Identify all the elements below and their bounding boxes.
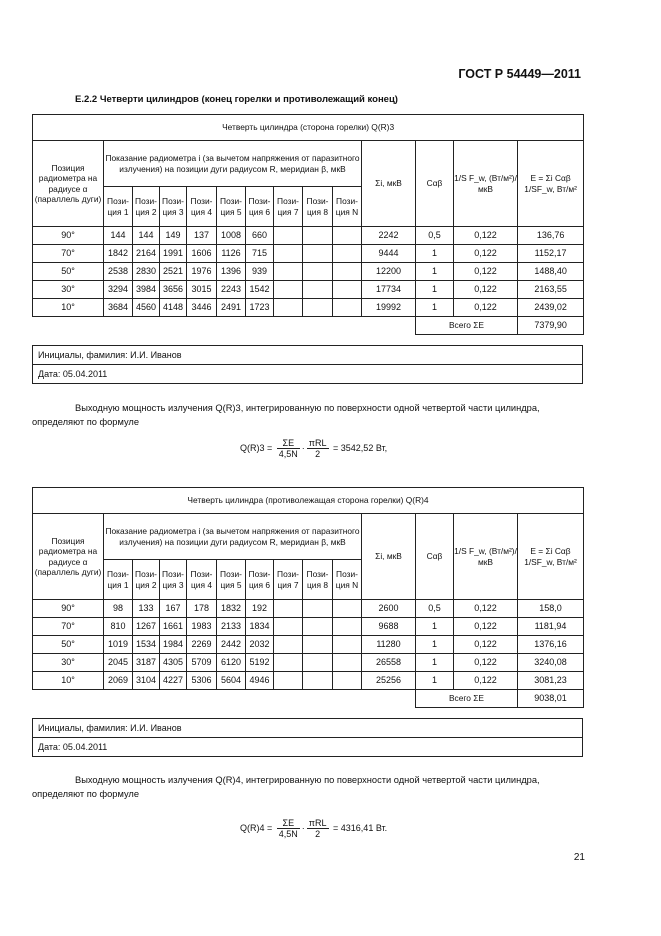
- formula-den-2: 2: [315, 829, 321, 839]
- reading-cell: 1606: [187, 245, 217, 263]
- reading-cell: 1396: [217, 263, 246, 281]
- table-row: [33, 245, 584, 263]
- reading-cell: 4560: [133, 299, 160, 317]
- reading-cell: 192: [246, 600, 274, 618]
- reading-cell: [274, 263, 303, 281]
- reading-cell: 3015: [187, 281, 217, 299]
- e-cell: 1181,94: [518, 618, 584, 636]
- e-header: E = Σi Cαβ 1/SF_w, Вт/м²: [518, 514, 584, 600]
- col-header: Пози-ция 1: [104, 560, 133, 600]
- reading-cell: [303, 672, 333, 690]
- reading-cell: [303, 600, 333, 618]
- reading-cell: 4227: [160, 672, 187, 690]
- row-position: 90°: [33, 600, 104, 618]
- reading-cell: [274, 672, 303, 690]
- reading-cell: 2243: [217, 281, 246, 299]
- reading-cell: [274, 281, 303, 299]
- sum-cell: 19992: [362, 299, 416, 317]
- ca-cell: 1: [416, 636, 454, 654]
- col-header: Пози-ция 4: [187, 560, 217, 600]
- reading-cell: 2045: [104, 654, 133, 672]
- reading-cell: 715: [246, 245, 274, 263]
- sf-header: 1/S F_w, (Вт/м²)/мкВ: [454, 514, 518, 600]
- reading-cell: 4148: [160, 299, 187, 317]
- paragraph-2: Выходную мощность излучения Q(R)4, интегрированную по поверхности одной четвертой части цилиндра, определяют по формуле: [32, 775, 540, 799]
- section-title: Е.2.2 Четверти цилиндров (конец горелки и противолежащий конец): [75, 94, 398, 105]
- sf-header: 1/S F_w, (Вт/м²)/мкВ: [454, 141, 518, 227]
- formula-1: Q(R)3 = $\frac{\Sigma E}{4,5N}$ · $\frac{\text{πRL}}{2}$ = 3542,52 Вт,: [240, 438, 388, 459]
- sf-cell: 0,122: [454, 672, 518, 690]
- reading-cell: 3104: [133, 672, 160, 690]
- ca-cell: 1: [416, 672, 454, 690]
- row-position: 30°: [33, 654, 104, 672]
- formula-result: = 3542,52 Вт,: [333, 442, 388, 453]
- reading-cell: 2032: [246, 636, 274, 654]
- sf-cell: 0,122: [454, 299, 518, 317]
- reading-header: Показание радиометра i (за вычетом напряжения от паразитного излучения) на позиции дуги радиусом R, меридиан β, мкВ: [104, 141, 362, 187]
- reading-cell: [274, 618, 303, 636]
- e-cell: 158,0: [518, 600, 584, 618]
- total-label: Всего ΣE: [416, 690, 518, 708]
- reading-cell: 2538: [104, 263, 133, 281]
- reading-cell: [303, 654, 333, 672]
- reading-cell: 5192: [246, 654, 274, 672]
- table-row: [33, 227, 584, 245]
- reading-cell: [274, 636, 303, 654]
- reading-cell: 178: [187, 600, 217, 618]
- reading-cell: 1984: [160, 636, 187, 654]
- sum-cell: 2600: [362, 600, 416, 618]
- reading-cell: [274, 245, 303, 263]
- reading-cell: [274, 600, 303, 618]
- formula-num-2: πRL: [308, 438, 327, 448]
- col-header: Пози-ция N: [333, 560, 362, 600]
- formula-2: Q(R)4 = $\frac{\Sigma E}{4,5N}$ · $\frac{\text{πRL}}{2}$ = 4316,41 Вт.: [240, 818, 388, 839]
- reading-cell: 1542: [246, 281, 274, 299]
- reading-cell: 1019: [104, 636, 133, 654]
- sum-header: Σi, мкВ: [362, 514, 416, 600]
- reading-cell: [333, 245, 362, 263]
- formula-lhs: Q(R)3 =: [240, 442, 273, 453]
- total-value: 7379,90: [518, 317, 584, 335]
- position-header: Позиция радиометра на радиусе α (параллель дуги): [33, 141, 104, 227]
- reading-cell: 3446: [187, 299, 217, 317]
- page-number: 21: [573, 852, 585, 863]
- reading-cell: [333, 618, 362, 636]
- table-row: [33, 618, 584, 636]
- ca-header: Cαβ: [416, 141, 454, 227]
- formula-den-2: 2: [315, 449, 321, 459]
- sf-cell: 0,122: [454, 600, 518, 618]
- row-position: 10°: [33, 299, 104, 317]
- reading-cell: 4946: [246, 672, 274, 690]
- row-position: 70°: [33, 245, 104, 263]
- reading-cell: [333, 654, 362, 672]
- row-position: 50°: [33, 263, 104, 281]
- sf-cell: 0,122: [454, 281, 518, 299]
- reading-cell: [303, 281, 333, 299]
- sf-cell: 0,122: [454, 245, 518, 263]
- reading-cell: [274, 299, 303, 317]
- reading-cell: 1832: [217, 600, 246, 618]
- reading-cell: 1126: [217, 245, 246, 263]
- reading-cell: [274, 227, 303, 245]
- reading-cell: 1723: [246, 299, 274, 317]
- reading-cell: 4305: [160, 654, 187, 672]
- date: Дата: 05.04.2011: [33, 365, 583, 384]
- reading-cell: 1842: [104, 245, 133, 263]
- reading-cell: 5709: [187, 654, 217, 672]
- reading-cell: 3656: [160, 281, 187, 299]
- formula-num: ΣE: [277, 818, 300, 829]
- col-header: Пози-ция 1: [104, 187, 133, 227]
- col-header: Пози-ция 5: [217, 560, 246, 600]
- col-header: Пози-ция 7: [274, 560, 303, 600]
- formula-num: ΣE: [277, 438, 300, 449]
- e-cell: 3081,23: [518, 672, 584, 690]
- reading-cell: 1661: [160, 618, 187, 636]
- ca-cell: 1: [416, 281, 454, 299]
- e-cell: 136,76: [518, 227, 584, 245]
- sum-header: Σi, мкВ: [362, 141, 416, 227]
- row-position: 70°: [33, 618, 104, 636]
- reading-cell: 167: [160, 600, 187, 618]
- reading-cell: [333, 672, 362, 690]
- e-header: E = Σi Cαβ 1/SF_w, Вт/м²: [518, 141, 584, 227]
- e-cell: 2163,55: [518, 281, 584, 299]
- reading-cell: 144: [104, 227, 133, 245]
- reading-cell: [333, 636, 362, 654]
- reading-cell: [303, 618, 333, 636]
- reading-cell: 3984: [133, 281, 160, 299]
- col-header: Пози-ция 8: [303, 187, 333, 227]
- sum-cell: 25256: [362, 672, 416, 690]
- table-row: [33, 636, 584, 654]
- reading-cell: 2491: [217, 299, 246, 317]
- reading-cell: 2164: [133, 245, 160, 263]
- reading-cell: 3187: [133, 654, 160, 672]
- initials: Инициалы, фамилия: И.И. Иванов: [33, 719, 583, 738]
- row-position: 30°: [33, 281, 104, 299]
- sf-cell: 0,122: [454, 263, 518, 281]
- ca-cell: 0,5: [416, 227, 454, 245]
- sum-cell: 12200: [362, 263, 416, 281]
- reading-cell: [333, 227, 362, 245]
- table-burner-side: [32, 114, 584, 335]
- row-position: 90°: [33, 227, 104, 245]
- table-title: Четверть цилиндра (сторона горелки) Q(R)3: [33, 115, 584, 141]
- reading-cell: 1534: [133, 636, 160, 654]
- total-value: 9038,01: [518, 690, 584, 708]
- info-box-1: [32, 345, 583, 384]
- reading-cell: 6120: [217, 654, 246, 672]
- reading-cell: 939: [246, 263, 274, 281]
- reading-cell: 5604: [217, 672, 246, 690]
- reading-cell: 1991: [160, 245, 187, 263]
- col-header: Пози-ция 2: [133, 560, 160, 600]
- reading-cell: [333, 263, 362, 281]
- date: Дата: 05.04.2011: [33, 738, 583, 757]
- sf-cell: 0,122: [454, 618, 518, 636]
- col-header: Пози-ция 5: [217, 187, 246, 227]
- col-header: Пози-ция 4: [187, 187, 217, 227]
- ca-cell: 1: [416, 245, 454, 263]
- reading-cell: 137: [187, 227, 217, 245]
- sf-cell: 0,122: [454, 654, 518, 672]
- reading-cell: [303, 245, 333, 263]
- sf-cell: 0,122: [454, 636, 518, 654]
- col-header: Пози-ция 7: [274, 187, 303, 227]
- reading-cell: 2830: [133, 263, 160, 281]
- total-label: Всего ΣE: [416, 317, 518, 335]
- reading-cell: 5306: [187, 672, 217, 690]
- reading-cell: 2269: [187, 636, 217, 654]
- reading-cell: [303, 299, 333, 317]
- reading-cell: 1834: [246, 618, 274, 636]
- formula-lhs: Q(R)4 =: [240, 822, 273, 833]
- paragraph-1: Выходную мощность излучения Q(R)3, интегрированную по поверхности одной четвертой части цилиндра, определяют по формуле: [32, 403, 540, 427]
- table-row: [33, 281, 584, 299]
- col-header: Пози-ция 8: [303, 560, 333, 600]
- initials: Инициалы, фамилия: И.И. Иванов: [33, 346, 583, 365]
- reading-cell: 1976: [187, 263, 217, 281]
- reading-cell: 3294: [104, 281, 133, 299]
- col-header: Пози-ция 3: [160, 187, 187, 227]
- sum-cell: 17734: [362, 281, 416, 299]
- formula-den: 4,5N: [278, 829, 298, 839]
- ca-cell: 1: [416, 263, 454, 281]
- table-title: Четверть цилиндра (противолежащая сторона горелки) Q(R)4: [33, 488, 584, 514]
- table-row: [33, 600, 584, 618]
- reading-cell: 133: [133, 600, 160, 618]
- reading-cell: 98: [104, 600, 133, 618]
- ca-cell: 1: [416, 618, 454, 636]
- sum-cell: 9444: [362, 245, 416, 263]
- sf-cell: 0,122: [454, 227, 518, 245]
- reading-cell: [303, 227, 333, 245]
- reading-cell: 144: [133, 227, 160, 245]
- reading-cell: [333, 600, 362, 618]
- reading-cell: [303, 636, 333, 654]
- col-header: Пози-ция 2: [133, 187, 160, 227]
- reading-cell: 3684: [104, 299, 133, 317]
- row-position: 10°: [33, 672, 104, 690]
- formula-den: 4,5N: [278, 449, 298, 459]
- reading-cell: [333, 299, 362, 317]
- table-row: [33, 299, 584, 317]
- sum-cell: 26558: [362, 654, 416, 672]
- formula-result: = 4316,41 Вт.: [333, 822, 388, 833]
- reading-cell: 1267: [133, 618, 160, 636]
- sum-cell: 11280: [362, 636, 416, 654]
- ca-cell: 0,5: [416, 600, 454, 618]
- reading-cell: 2133: [217, 618, 246, 636]
- reading-cell: 660: [246, 227, 274, 245]
- col-header: Пози-ция 6: [246, 187, 274, 227]
- reading-header: Показание радиометра i (за вычетом напряжения от паразитного излучения) на позиции дуги радиусом R, меридиан β, мкВ: [104, 514, 362, 560]
- table-row: [33, 654, 584, 672]
- reading-cell: 1008: [217, 227, 246, 245]
- ca-cell: 1: [416, 299, 454, 317]
- sum-cell: 2242: [362, 227, 416, 245]
- e-cell: 1152,17: [518, 245, 584, 263]
- col-header: Пози-ция 6: [246, 560, 274, 600]
- table-row: [33, 263, 584, 281]
- col-header: Пози-ция N: [333, 187, 362, 227]
- reading-cell: [333, 281, 362, 299]
- standard-header: ГОСТ Р 54449—2011: [458, 67, 581, 81]
- reading-cell: 2521: [160, 263, 187, 281]
- reading-cell: 149: [160, 227, 187, 245]
- ca-cell: 1: [416, 654, 454, 672]
- reading-cell: 1983: [187, 618, 217, 636]
- formula-num-2: πRL: [308, 818, 327, 828]
- e-cell: 1376,16: [518, 636, 584, 654]
- position-header: Позиция радиометра на радиусе α (параллель дуги): [33, 514, 104, 600]
- table-opposite-side: [32, 487, 584, 708]
- e-cell: 1488,40: [518, 263, 584, 281]
- sum-cell: 9688: [362, 618, 416, 636]
- col-header: Пози-ция 3: [160, 560, 187, 600]
- reading-cell: 2442: [217, 636, 246, 654]
- reading-cell: 2069: [104, 672, 133, 690]
- ca-header: Cαβ: [416, 514, 454, 600]
- info-box-2: [32, 718, 583, 757]
- e-cell: 2439,02: [518, 299, 584, 317]
- row-position: 50°: [33, 636, 104, 654]
- e-cell: 3240,08: [518, 654, 584, 672]
- reading-cell: [274, 654, 303, 672]
- reading-cell: 810: [104, 618, 133, 636]
- reading-cell: [303, 263, 333, 281]
- table-row: [33, 672, 584, 690]
